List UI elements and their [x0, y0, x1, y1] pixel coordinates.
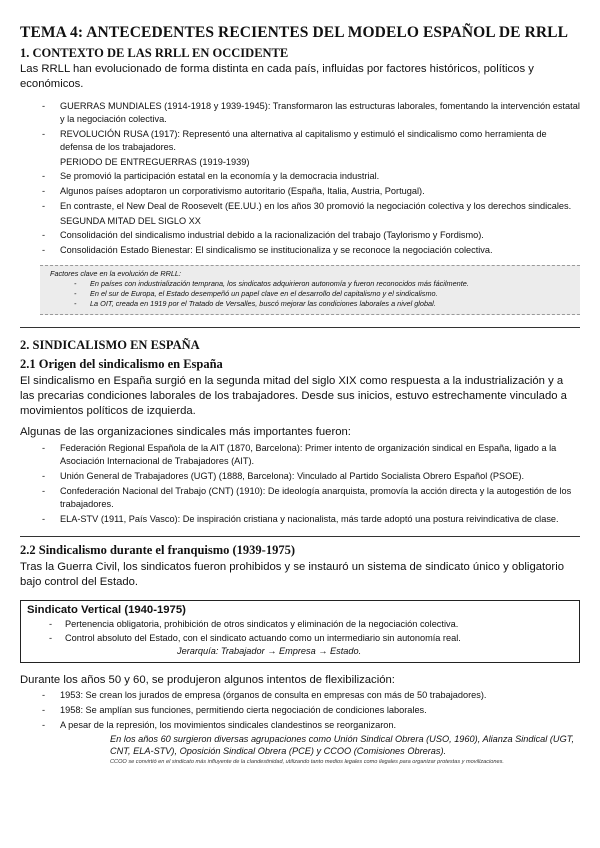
- box-title: Sindicato Vertical (1940-1975): [27, 604, 186, 616]
- entreguerras-list: [20, 170, 580, 213]
- list-item: - ELA-STV (1911, País Vasco): De inspiración cristiana y nacionalista, más tarde adoptó una postura reivindicativa de clase.: [20, 513, 580, 526]
- list-item: - Federación Regional Española de la AIT (1870, Barcelona): Primer intento de organización sindical en España, ligado a la Asociación Internacional de Trabajadores (AIT).: [20, 442, 580, 468]
- key-factors-note: [40, 265, 580, 315]
- section-1-intro: Las RRLL han evolucionado de forma distinta en cada país, influidas por factores históricos, políticos y económicos.: [20, 63, 534, 90]
- section-divider: [20, 536, 580, 537]
- page-title: TEMA 4: ANTECEDENTES RECIENTES DEL MODELO ESPAÑOL DE RRLL: [20, 24, 569, 41]
- list-item: - Algunos países adoptaron un corporativismo autoritario (España, Italia, Austria, Portugal).: [20, 185, 580, 198]
- subheading-entreguerras: PERIODO DE ENTREGUERRAS (1919-1939): [60, 157, 250, 167]
- section-divider: [20, 327, 580, 328]
- note-item: - En el sur de Europa, el Estado desempeñó un papel clave en el desarrollo del capitalismo y el sindicalismo.: [50, 289, 574, 299]
- list-item: - A pesar de la represión, los movimientos sindicales clandestinos se reorganizaron.: [20, 719, 580, 732]
- list-item: - 1953: Se crean los jurados de empresa (órganos de consulta en empresas con más de 50 trabajadores).: [20, 689, 580, 702]
- box-list: [27, 618, 569, 645]
- sixties-groups-note: En los años 60 surgieron diversas agrupaciones como Unión Sindical Obrera (USO, 1960), Alianza Sindical (UGT, CNT, ELA-STV), Oposición Sindical Obrera (PCE) y CCOO (Comisiones Obreras).: [110, 734, 575, 756]
- list-item: - Consolidación Estado Bienestar: El sindicalismo se institucionaliza y se reconoce la negociación colectiva.: [20, 244, 580, 257]
- organizations-list: [20, 442, 580, 526]
- list-item: - Se promovió la participación estatal en la economía y la democracia industrial.: [20, 170, 580, 183]
- flexibilization-intro: Durante los años 50 y 60, se produjeron algunos intentos de flexibilización:: [20, 674, 395, 686]
- organizations-intro: Algunas de las organizaciones sindicales más importantes fueron:: [20, 426, 351, 438]
- list-item: - Control absoluto del Estado, con el sindicato actuando como un intermediario sin autonomía real.: [27, 632, 569, 645]
- list-item: - GUERRAS MUNDIALES (1914-1918 y 1939-1945): Transformaron las estructuras laborales, fomentando la intervención estatal y la negociación colectiva.: [20, 100, 580, 126]
- note-item: - La OIT, creada en 1919 por el Tratado de Versalles, buscó mejorar las condiciones laborales a nivel global.: [50, 299, 574, 309]
- sindicato-vertical-box: [20, 600, 580, 663]
- subheading-segunda-mitad: SEGUNDA MITAD DEL SIGLO XX: [60, 216, 201, 226]
- ccoo-note: CCOO se convirtió en el sindicato más influyente de la clandestinidad, utilizando tanto medios legales como ilegales para organizar protestas y movilizaciones.: [110, 759, 504, 765]
- hierarchy-line: Jerarquía: Trabajador → Empresa → Estado.: [177, 646, 362, 656]
- list-item: - En contraste, el New Deal de Roosevelt (EE.UU.) en los años 30 promovió la negociación colectiva y los derechos sindicales.: [20, 200, 580, 213]
- note-item: - En países con industrialización temprana, los sindicatos adquirieron autonomía y fueron reconocidos más fácilmente.: [50, 279, 574, 289]
- list-item: - Consolidación del sindicalismo industrial debido a la racionalización del trabajo (Taylorismo y Fordismo).: [20, 229, 580, 242]
- section-2-1-paragraph: El sindicalismo en España surgió en la segunda mitad del siglo XIX como respuesta a la industrialización y a las precarias condiciones laborales de los trabajadores. Desde sus inicios, estuvo estrechamente vinculado a movimientos políticos de izquierda.: [20, 375, 567, 417]
- document-page: [20, 0, 580, 766]
- segunda-mitad-list: [20, 229, 580, 257]
- list-item: - Pertenencia obligatoria, prohibición de otros sindicatos y eliminación de la negociación colectiva.: [27, 618, 569, 631]
- list-item: - REVOLUCIÓN RUSA (1917): Representó una alternativa al capitalismo y estimuló el sindicalismo como herramienta de defensa de los trabajadores.: [20, 128, 580, 154]
- section-2-2-heading: 2.2 Sindicalismo durante el franquismo (1939-1975): [20, 543, 296, 557]
- list-item: - 1958: Se amplían sus funciones, permitiendo cierta negociación de condiciones laborales.: [20, 704, 580, 717]
- note-title: Factores clave en la evolución de RRLL:: [50, 269, 182, 278]
- list-item: - Unión General de Trabajadores (UGT) (1888, Barcelona): Vinculado al Partido Socialista Obrero Español (PSOE).: [20, 470, 580, 483]
- section-1-heading: 1. CONTEXTO DE LAS RRLL EN OCCIDENTE: [20, 46, 289, 60]
- world-events-list: [20, 100, 580, 154]
- section-2-2-paragraph: Tras la Guerra Civil, los sindicatos fueron prohibidos y se instauró un sistema de sindicato único y obligatorio bajo control del Estado.: [20, 561, 564, 588]
- list-item: - Confederación Nacional del Trabajo (CNT) (1910): De ideología anarquista, promovía la acción directa y la autogestión de los trabajadores.: [20, 485, 580, 511]
- flexibilization-list: [20, 689, 580, 732]
- section-2-1-heading: 2.1 Origen del sindicalismo en España: [20, 357, 223, 371]
- section-2-heading: 2. SINDICALISMO EN ESPAÑA: [20, 338, 200, 352]
